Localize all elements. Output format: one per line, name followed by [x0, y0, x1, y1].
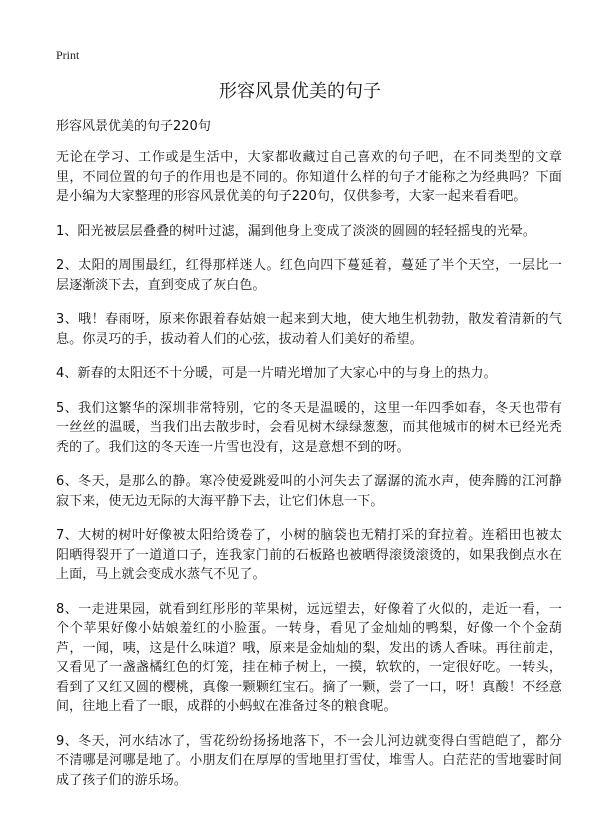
- article-subtitle: 形容风景优美的句子220句: [56, 119, 211, 134]
- sentence-paragraph-6: 6、冬天，是那么的静。寒冷使爱跳爱叫的小河失去了潺潺的流水声，使奔腾的江河静寂下来，使无边无际的大海平静下去，让它们休息一下。: [56, 474, 562, 509]
- sentence-paragraph-2: 2、太阳的周围最红，红得那样迷人。红色向四下蔓延着，蔓延了半个天空，一层比一层逐渐淡下去，直到变成了灰白色。: [56, 258, 562, 293]
- intro-paragraph: 无论在学习、工作或是生活中，大家都收藏过自己喜欢的句子吧，在不同类型的文章里，不同位置的句子的作用也是不同的。你知道什么样的句子才能称之为经典吗？下面是小编为大家整理的形容风景优美的句子220句，仅供参考，大家一起来看看吧。: [56, 150, 562, 204]
- page-title: 形容风景优美的句子: [219, 81, 381, 102]
- article-body: [56, 148, 562, 805]
- sentence-paragraph-7: 7、大树的树叶好像被太阳给烫卷了，小树的脑袋也无精打采的耷拉着。连稻田也被太阳晒得裂开了一道道口子，连我家门前的石板路也被晒得滚烫滚烫的，如果我倒点水在上面，马上就会变成水蒸气不见了。: [56, 528, 562, 582]
- sentence-paragraph-8: 8、一走进果园，就看到红彤彤的苹果树，远远望去，好像着了火似的，走近一看，一个个苹果好像小姑娘羞红的小脸蛋。一转身，看见了金灿灿的鸭梨，好像一个个金葫芦，一闻，咦，这是什么味道？哦，原来是金灿灿的梨，发出的诱人香味。再往前走，又看见了一盏盏橘红色的灯笼，挂在柿子树上，一摸，软软的，一定很好吃。一转头，看到了又红又圆的樱桃，真像一颗颗红宝石。摘了一颗，尝了一口，呀！真酸！不经意间，往地上看了一眼，成群的小蚂蚁在准备过冬的粮食呢。: [56, 601, 562, 714]
- print-link[interactable]: Print: [56, 48, 80, 62]
- sentence-paragraph-5: 5、我们这繁华的深圳非常特别，它的冬天是温暖的，这里一年四季如春，冬天也带有一丝丝的温暖，当我们出去散步时，会看见树木绿绿葱葱，而其他城市的树木已经光秃秃的了。我们这的冬天连一片雪也没有，这是意想不到的呀。: [56, 400, 562, 455]
- sentence-paragraph-1: 1、阳光被层层叠叠的树叶过滤，漏到他身上变成了淡淡的圆圆的轻轻摇曳的光晕。: [56, 223, 536, 239]
- sentence-paragraph-3: 3、哦！春雨呀，原来你跟着春姑娘一起来到大地，使大地生机勃勃，散发着清新的气息。你灵巧的手，拔动着人们的心弦，拔动着人们美好的希望。: [56, 312, 562, 347]
- sentence-paragraph-9: 9、冬天，河水结冰了，雪花纷纷扬扬地落下，不一会儿河边就变得白雪皑皑了，都分不清哪是河哪是地了。小朋友们在厚厚的雪地里打雪仗，堆雪人。白茫茫的雪地霎时间成了孩子们的游乐场。: [56, 733, 562, 788]
- sentence-paragraph-4: 4、新春的太阳还不十分暖，可是一片晴光增加了大家心中的与身上的热力。: [56, 366, 497, 381]
